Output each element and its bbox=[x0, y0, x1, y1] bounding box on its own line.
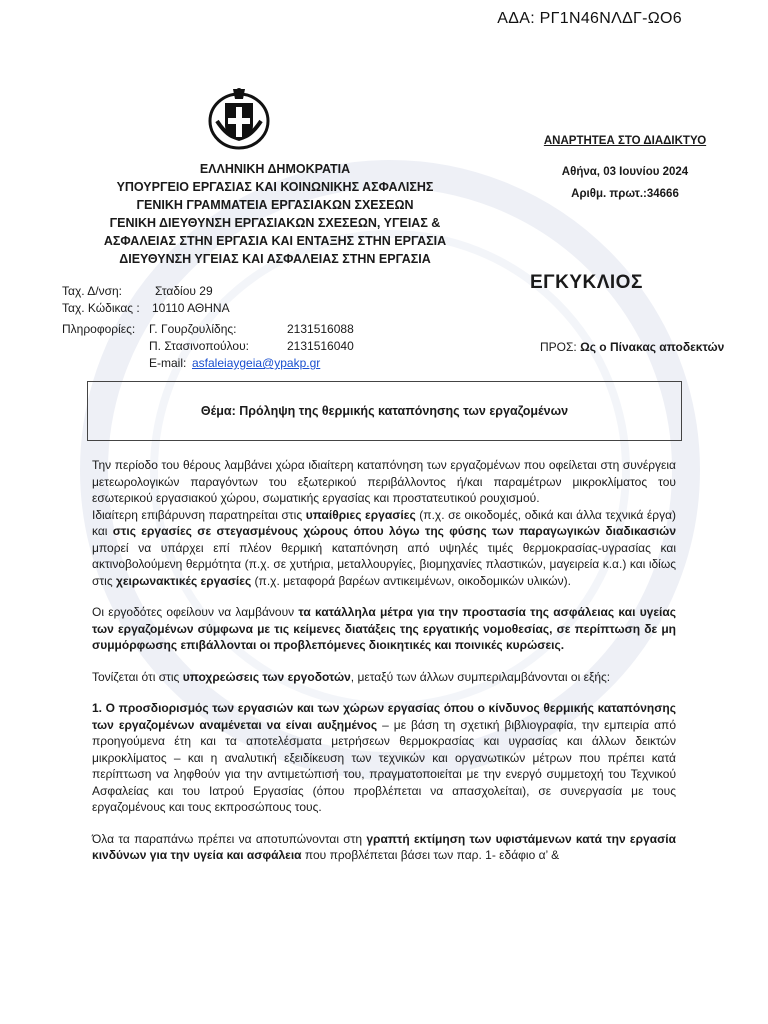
subject-title: Θέμα: Πρόληψη της θερμικής καταπόνησης των εργαζομένων bbox=[200, 404, 569, 418]
text-run: Τονίζεται ότι στις bbox=[92, 669, 183, 684]
text-run: , μεταξύ των άλλων συμπεριλαμβάνονται οι εξής: bbox=[350, 669, 611, 684]
zip-value: 10110 ΑΘΗΝΑ bbox=[152, 301, 230, 315]
heading-line-5: ΑΣΦΑΛΕΙΑΣ ΣΤΗΝ ΕΡΓΑΣΙΑ ΚΑΙ ΕΝΤΑΞΗΣ ΣΤΗΝ ΕΡΓΑΣΙΑ bbox=[103, 234, 447, 248]
document-body bbox=[92, 457, 676, 879]
address-label: Ταχ. Δ/νση: bbox=[62, 284, 123, 298]
text-run: 1. Ο προσδιορισμός των εργασιών και των χώρων εργασίας όπου ο κίνδυνος θερμικής καταπόνησης των εργαζομένων αναμένεται να είναι αυξημένος bbox=[92, 701, 676, 732]
issuing-authority bbox=[60, 160, 490, 268]
text-run: (π.χ. μεταφορά βαρέων αντικειμένων, οικοδομικών υλικών). bbox=[251, 573, 571, 588]
recipients bbox=[540, 340, 724, 354]
text-run: υπαίθριες εργασίες bbox=[305, 507, 416, 522]
protocol-number: Αριθμ. πρωτ.:34666 bbox=[571, 188, 679, 200]
text-run: – με βάση τη σχετική βιβλιογραφία, την εμπειρία από προηγούμενα έτη και τα αποτελέσματα μετρήσεων θερμοκρασίας και υγρασίας και άλλων δεικτών μικροκλίματος – και η αναλυτική εξειδίκευση των τεχνικών και οργανωτικών μέτρων που πρέπει κατά περίπτωση να ληφθούν για την αντιμετώπισή του, πραγματοποιείται με την ενεργό συμμετοχή του Τεχνικού Ασφαλείας και του Ιατρού Εργασίας (όπου προβλέπεται να απασχολείται), σε συνεργασία με τους εργαζομένους και τους εκπροσώπους τους. bbox=[92, 717, 676, 814]
paragraph-3 bbox=[92, 604, 676, 654]
text-run: Ιδιαίτερη επιβάρυνση παρατηρείται στις bbox=[92, 507, 306, 522]
text-run: γραπτή εκτίμηση των υφιστάμενων κατά την εργασία κινδύνων για την υγεία και ασφάλεια bbox=[92, 831, 676, 862]
info-label: Πληροφορίες: bbox=[62, 322, 136, 336]
post-online-label: ΑΝΑΡΤΗΤΕΑ ΣΤΟ ΔΙΑΔΙΚΤΥΟ bbox=[543, 135, 707, 147]
text-run: που προβλέπεται βάσει των παρ. 1- εδάφιο α’ & bbox=[301, 848, 560, 862]
email-label: E-mail: bbox=[149, 356, 187, 370]
contact-person-2: Π. Στασινοπούλου: bbox=[149, 339, 249, 353]
text-run: χειρωνακτικές εργασίες bbox=[115, 573, 252, 588]
text-run: Οι εργοδότες οφείλουν να λαμβάνουν bbox=[92, 605, 299, 619]
paragraph-5 bbox=[92, 700, 676, 816]
ada-code: ΑΔΑ: ΡΓ1Ν46ΝΛΔΓ-ΩΟ6 bbox=[497, 10, 682, 27]
document-type: ΕΓΚΥΚΛΙΟΣ bbox=[530, 272, 643, 293]
paragraph-1: Την περίοδο του θέρους λαμβάνει χώρα ιδιαίτερη καταπόνηση των εργαζομένων που οφείλεται στη συνέργεια μετεωρολογικών παραγόντων του εξωτερικού περιβάλλοντος ή/και παραμέτρων μικροκλίματος του εσωτερικού εργασιακού χώρου, σωματικής εργασίας και προστατευτικού ρουχισμού. bbox=[92, 458, 676, 505]
heading-line-3: ΓΕΝΙΚΗ ΓΡΑΜΜΑΤΕΙΑ ΕΡΓΑΣΙΑΚΩΝ ΣΧΕΣΕΩΝ bbox=[136, 198, 414, 212]
text-run: υποχρεώσεις των εργοδοτών bbox=[182, 669, 351, 684]
document-date: Αθήνα, 03 Ιουνίου 2024 bbox=[561, 166, 689, 178]
paragraph-6 bbox=[92, 831, 676, 864]
paragraph-2 bbox=[92, 507, 676, 590]
contact-person-1: Γ. Γουρζουλίδης: bbox=[149, 322, 237, 336]
subject-box bbox=[87, 381, 682, 441]
heading-line-1: ΕΛΛΗΝΙΚΗ ΔΗΜΟΚΡΑΤΙΑ bbox=[199, 162, 351, 176]
contact-phone-1: 2131516088 bbox=[287, 322, 354, 336]
recipients-value: Ως ο Πίνακας αποδεκτών bbox=[580, 340, 725, 354]
greek-emblem-icon bbox=[207, 85, 271, 151]
recipients-label: ΠΡΟΣ: bbox=[540, 340, 577, 354]
text-run: (π.χ. σε οικοδομές, οδικά και άλλα τεχνικά έργα) και bbox=[92, 507, 677, 538]
text-run: μπορεί να υπάρχει επί πλέον θερμική καταπόνηση από υψηλές τιμές θερμοκρασίας-υγρασίας και ακτινοβολούμενη θερμότητα (π.χ. σε χυτήρια, μεταλλουργίες, βιομηχανίες πλαστικών, μαγειρεία κ.α.) και ιδίως στις bbox=[92, 540, 676, 588]
text-run: Όλα τα παραπάνω πρέπει να αποτυπώνονται στη bbox=[92, 831, 367, 846]
contact-phone-2: 2131516040 bbox=[287, 339, 354, 353]
document-meta bbox=[470, 130, 768, 205]
heading-line-4: ΓΕΝΙΚΗ ΔΙΕΥΘΥΝΣΗ ΕΡΓΑΣΙΑΚΩΝ ΣΧΕΣΕΩΝ, ΥΓΕΙΑΣ & bbox=[109, 216, 441, 230]
heading-line-6: ΔΙΕΥΘΥΝΣΗ ΥΓΕΙΑΣ ΚΑΙ ΑΣΦΑΛΕΙΑΣ ΣΤΗΝ ΕΡΓΑΣΙΑ bbox=[119, 252, 431, 266]
text-run: τα κατάλληλα μέτρα για την προστασία της ασφάλειας και υγείας των εργαζομένων σύμφωνα με τις κείμενες διατάξεις της εργατικής νομοθεσίας, σε περίπτωση δε μη συμμόρφωσης επιβάλλονται οι προβλεπόμενες διοικητικές και ποινικές κυρώσεις. bbox=[92, 605, 676, 652]
text-run: στις εργασίες σε στεγασμένους χώρους όπου λόγω της φύσης των παραγωγικών διαδικασιών bbox=[112, 524, 676, 538]
heading-line-2: ΥΠΟΥΡΓΕΙΟ ΕΡΓΑΣΙΑΣ ΚΑΙ ΚΟΙΝΩΝΙΚΗΣ ΑΣΦΑΛΙΣΗΣ bbox=[116, 180, 434, 194]
zip-label: Ταχ. Κώδικας : bbox=[62, 301, 140, 315]
address-value: Σταδίου 29 bbox=[155, 284, 213, 298]
email-link[interactable]: asfaleiaygeia@ypakp.gr bbox=[192, 356, 321, 370]
paragraph-4 bbox=[92, 669, 676, 686]
